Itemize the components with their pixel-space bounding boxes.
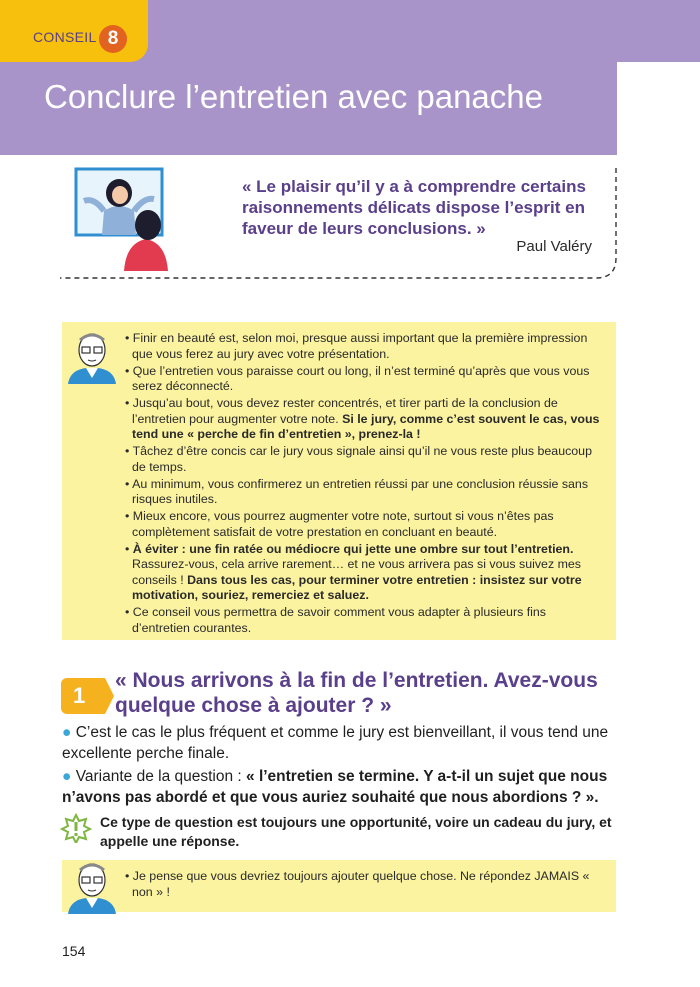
bullet-dot-icon: ● — [62, 768, 72, 785]
conseil-label: CONSEIL — [33, 29, 97, 45]
advice-bullets-small — [125, 869, 595, 902]
quote-text: « Le plaisir qu’il y a à comprendre certains raisonnements délicats dispose l’esprit en faveur de leurs conclusions. » — [242, 177, 586, 238]
tip-exclamation-icon — [60, 813, 92, 843]
list-item: • À éviter : une fin ratée ou médiocre qui jette une ombre sur tout l’entretien. Rassurez-vous, cela arrive rarement… et ne vous arrivera pas si vous suivez mes conseils ! Dans tous les cas, pour terminer votre entretien : insistez sur votre motivation, souriez, remerciez et saluez. — [125, 541, 582, 602]
section-number-badge: 1 — [61, 678, 105, 714]
section-paragraph: ● Variante de la question : « l’entretien se termine. Y a-t-il un sujet que nous n’avons pas abordé et que vous auriez souhaité que nous abordions ? ». — [62, 768, 608, 806]
list-item: • Mieux encore, vous pourrez augmenter votre note, surtout si vous n’êtes pas complètement satisfait de votre prestation en concluant en beauté. — [125, 509, 554, 539]
section-number-arrow — [105, 678, 114, 714]
list-item: • Au minimum, vous confirmerez un entretien réussi par une conclusion réussie sans risques inutiles. — [125, 476, 589, 506]
list-item: • Jusqu’au bout, vous devez rester concentrés, et tirer parti de la conclusion de l’entretien pour augmenter votre note. Si le jury, comme c’est souvent le cas, vous tend une « perche de fin d’entretien », prenez-la ! — [125, 396, 600, 441]
tip-text: Ce type de question est toujours une opportunité, voire un cadeau du jury, et appelle une réponse. — [100, 814, 612, 849]
header-banner-extension — [617, 0, 700, 62]
list-item: • Finir en beauté est, selon moi, presque aussi important que la première impression que vous ferez au jury avec votre présentation. — [125, 331, 588, 361]
section-paragraph: ● C’est le cas le plus fréquent et comme le jury est bienveillant, il vous tend une excellente perche finale. — [62, 724, 609, 762]
author-avatar-icon — [66, 326, 118, 384]
conseil-number-badge: 8 — [99, 25, 127, 53]
section-title: « Nous arrivons à la fin de l’entretien. Avez-vous quelque chose à ajouter ? » — [115, 669, 598, 717]
quote-dashed-border — [58, 160, 618, 282]
page-number: 154 — [62, 943, 86, 959]
bullet-dot-icon: ● — [62, 724, 72, 741]
author-avatar-icon — [66, 858, 118, 914]
list-item: • Tâchez d’être concis car le jury vous signale ainsi qu’il ne vous reste plus beaucoup de temps. — [125, 444, 592, 474]
conseil-tab — [0, 0, 148, 62]
list-item: • Je pense que vous devriez toujours ajouter quelque chose. Ne répondez JAMAIS « non » ! — [125, 869, 590, 899]
advice-bullets — [125, 331, 600, 638]
list-item: • Que l’entretien vous paraisse court ou long, il n’est terminé qu’après que vous vous serez déconnecté. — [125, 363, 590, 393]
quote-author: Paul Valéry — [516, 238, 592, 255]
page-title: Conclure l’entretien avec panache — [44, 78, 543, 115]
list-item: • Ce conseil vous permettra de savoir comment vous adapter à plusieurs fins d’entretien courantes. — [125, 605, 546, 635]
